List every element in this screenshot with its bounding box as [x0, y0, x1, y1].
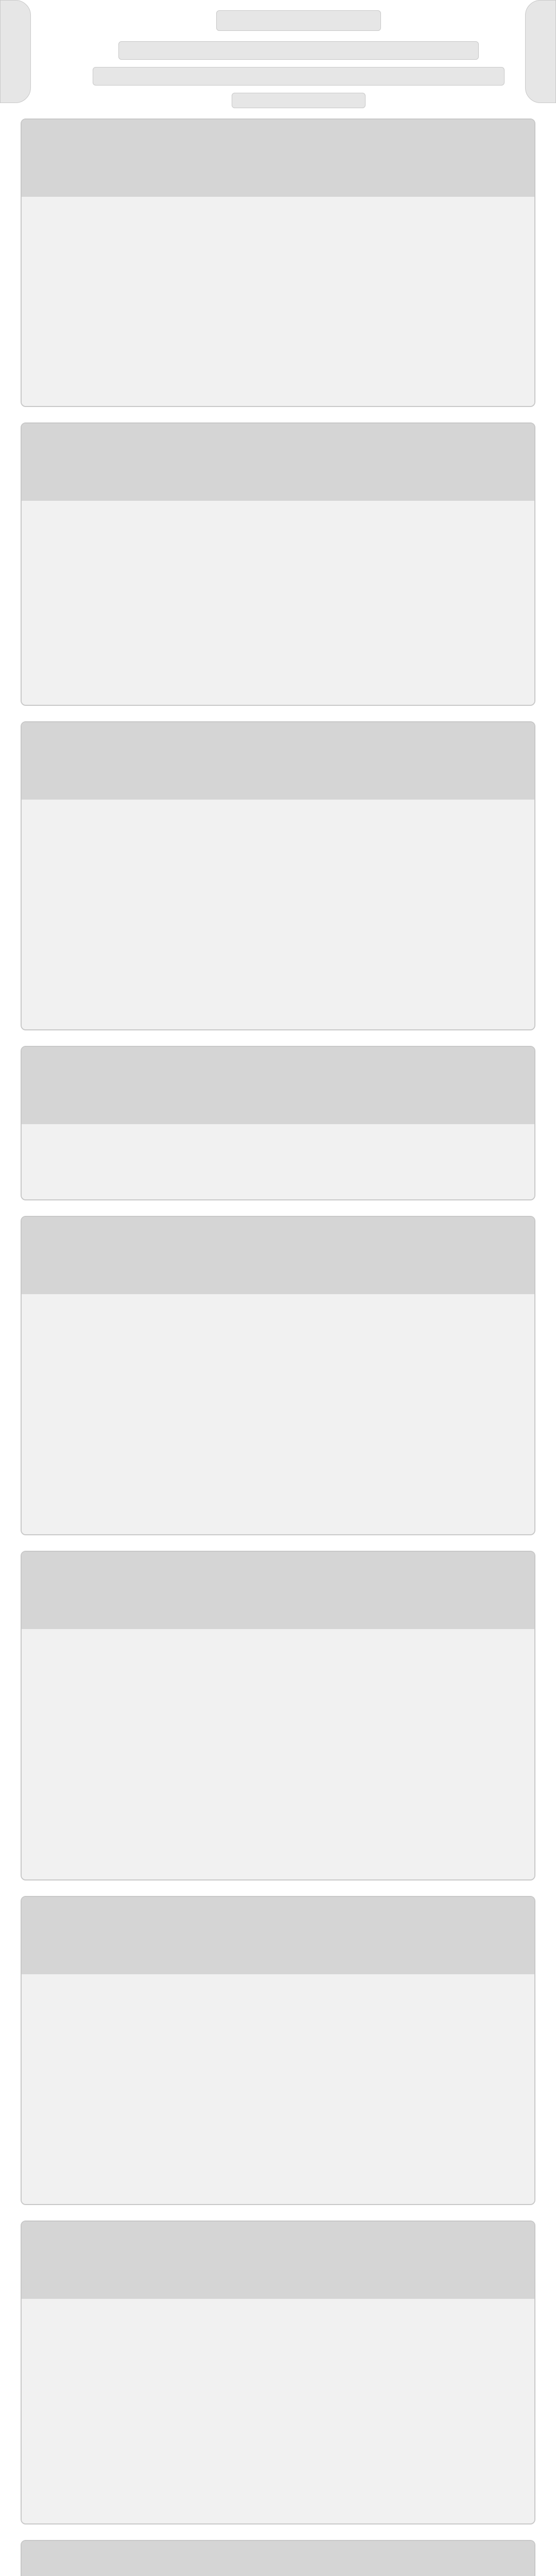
schedule-table-placeholder	[22, 2299, 534, 2523]
session-header	[22, 722, 534, 800]
session-header	[22, 1552, 534, 1629]
session-block-1	[21, 118, 535, 407]
schedule-table-placeholder	[22, 1974, 534, 2204]
session-block-3	[21, 721, 535, 1030]
schedule-table-placeholder	[22, 1294, 534, 1534]
session-block-7	[21, 1896, 535, 2205]
schedule-table-placeholder	[22, 197, 534, 406]
session-header	[22, 120, 534, 197]
session-block-6	[21, 1551, 535, 1880]
session-header	[22, 2541, 534, 2576]
title-line-2	[93, 67, 505, 86]
schedule-table-placeholder	[22, 501, 534, 705]
schedule-table-placeholder	[22, 800, 534, 1029]
session-header	[22, 1897, 534, 1974]
schedule-table-placeholder	[22, 1629, 534, 1879]
session-block-2	[21, 422, 535, 706]
session-header	[22, 1047, 534, 1124]
session-header	[22, 1217, 534, 1294]
schedule-table-placeholder	[22, 1124, 534, 1199]
title-line-3	[232, 93, 366, 108]
title-line-1	[118, 41, 479, 60]
session-header	[22, 2222, 534, 2299]
session-header	[22, 423, 534, 501]
session-block-8	[21, 2221, 535, 2524]
session-block-4	[21, 1046, 535, 1200]
session-block-5	[21, 1216, 535, 1535]
session-block-9	[21, 2540, 535, 2576]
logo-placeholder	[216, 10, 381, 31]
page-header	[21, 10, 535, 113]
